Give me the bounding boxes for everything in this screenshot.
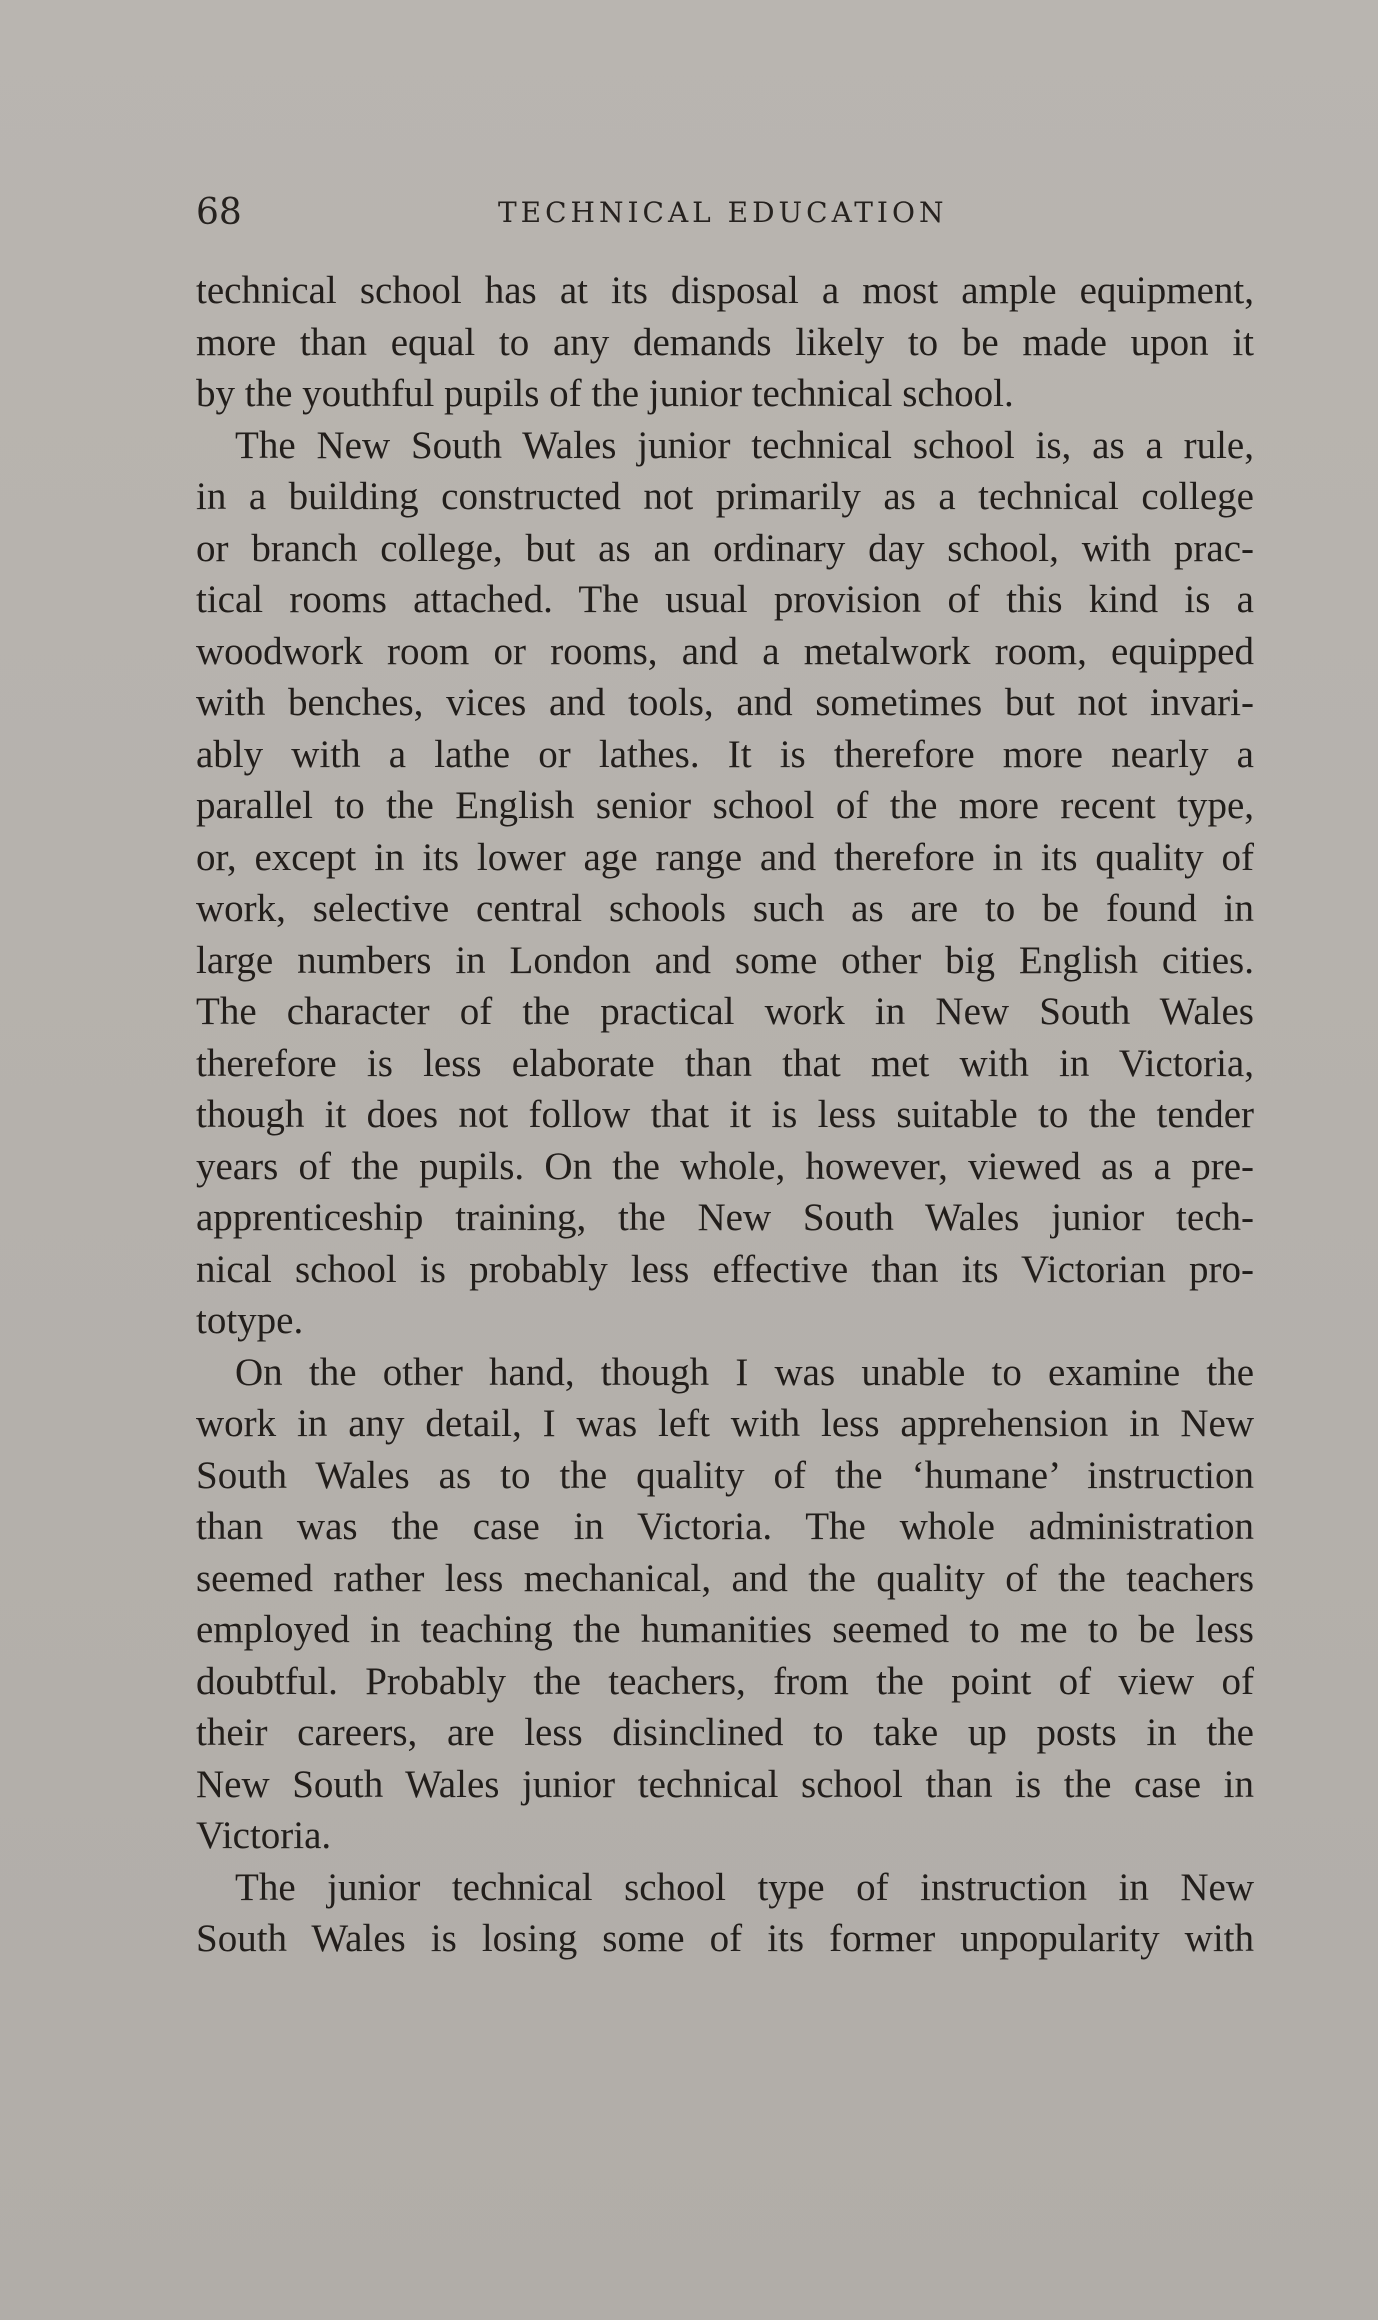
- text-line: Victoria.: [196, 1814, 332, 1857]
- text-line: than was the case in Victoria. The whole administration: [196, 1505, 1254, 1548]
- text-line: South Wales is losing some of its former unpopularity with: [196, 1917, 1254, 1960]
- text-line: On the other hand, though I was unable to examine the: [235, 1350, 1254, 1394]
- text-line: employed in teaching the humanities seemed to me to be less: [196, 1608, 1254, 1651]
- text-line: by the youthful pupils of the junior technical school.: [196, 372, 1014, 415]
- paragraph: [196, 420, 1254, 1347]
- paragraph: [196, 1347, 1254, 1862]
- text-line: seemed rather less mechanical, and the quality of the teachers: [196, 1556, 1254, 1600]
- text-line: doubtful. Probably the teachers, from the point of view of: [196, 1659, 1254, 1703]
- text-line: their careers, are less disinclined to take up posts in the: [196, 1711, 1254, 1754]
- text-line: apprenticeship training, the New South Wales junior tech-: [196, 1196, 1254, 1239]
- text-line: though it does not follow that it is less suitable to the tender: [196, 1093, 1254, 1136]
- text-line: tical rooms attached. The usual provision of this kind is a: [196, 578, 1254, 621]
- body-text: [196, 265, 1254, 1965]
- paragraph: [196, 265, 1254, 420]
- text-line: work in any detail, I was left with less apprehension in New: [196, 1402, 1254, 1445]
- text-line: or, except in its lower age range and therefore in its quality of: [196, 835, 1254, 879]
- text-line: ably with a lathe or lathes. It is therefore more nearly a: [196, 732, 1254, 776]
- running-title: TECHNICAL EDUCATION: [498, 196, 948, 229]
- text-line: in a building constructed not primarily as a technical college: [196, 475, 1254, 518]
- text-line: The character of the practical work in New South Wales: [196, 990, 1254, 1033]
- text-line: therefore is less elaborate than that met with in Victoria,: [196, 1041, 1254, 1085]
- text-line: nical school is probably less effective than its Victorian pro-: [196, 1247, 1254, 1291]
- text-line: woodwork room or rooms, and a metalwork room, equipped: [196, 629, 1254, 673]
- running-head: [196, 188, 1254, 238]
- text-line: technical school has at its disposal a most ample equipment,: [196, 269, 1254, 312]
- text-line: work, selective central schools such as are to be found in: [196, 887, 1254, 930]
- text-line: parallel to the English senior school of the more recent type,: [196, 784, 1254, 827]
- text-line: totype.: [196, 1299, 304, 1342]
- text-line: more than equal to any demands likely to be made upon it: [196, 320, 1254, 364]
- paragraph: [196, 1862, 1254, 1965]
- text-line: The junior technical school type of instruction in New: [235, 1865, 1254, 1909]
- page-number: 68: [196, 192, 242, 233]
- text-line: large numbers in London and some other big English cities.: [196, 938, 1254, 982]
- text-line: years of the pupils. On the whole, however, viewed as a pre-: [196, 1144, 1254, 1188]
- text-line: or branch college, but as an ordinary day school, with prac-: [196, 526, 1254, 570]
- text-line: New South Wales junior technical school than is the case in: [196, 1762, 1254, 1806]
- text-line: South Wales as to the quality of the ‘humane’ instruction: [196, 1453, 1254, 1497]
- text-line: The New South Wales junior technical school is, as a rule,: [235, 423, 1254, 467]
- text-line: with benches, vices and tools, and sometimes but not invari-: [196, 681, 1254, 724]
